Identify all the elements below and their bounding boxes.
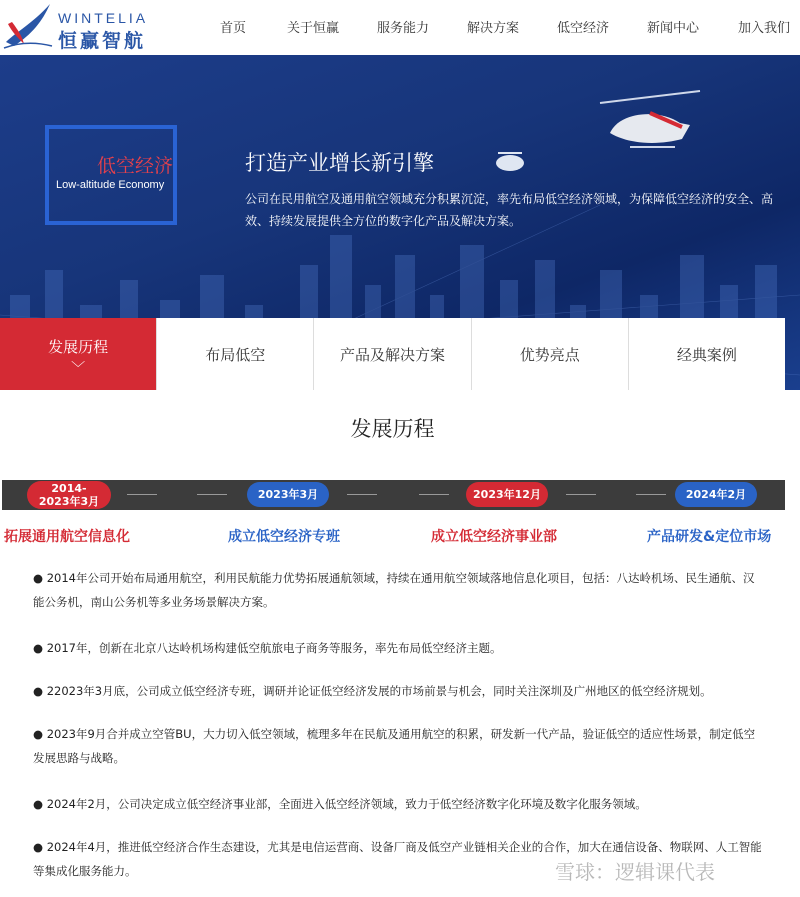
timeline-dash <box>419 494 449 495</box>
tab-history[interactable] <box>0 318 157 390</box>
nav-solutions[interactable]: 解决方案 <box>467 21 520 36</box>
site-header <box>0 0 800 55</box>
nav-home[interactable]: 首页 <box>220 21 247 36</box>
history-paragraph: ● 2014年公司开始布局通用航空，利用民航能力优势拓展通航领域，持续在通用航空领域落地信息化项目，包括：八达岭机场、民生通航、汉能公务机，南山公务机等多业务场景解决方案。 <box>33 571 755 609</box>
logo-chinese: 恒赢智航 <box>58 30 147 52</box>
logo-english: WINTELIA <box>58 10 149 26</box>
badge-subtitle: Low-altitude Economy <box>56 179 165 191</box>
nav-about[interactable]: 关于恒赢 <box>287 21 340 36</box>
timeline-dash <box>566 494 596 495</box>
timeline-dash <box>347 494 377 495</box>
history-paragraph: ● 22023年3月底，公司成立低空经济专班，调研并论证低空经济发展的市场前景与机会，同时关注深圳及广州地区的低空经济规划。 <box>33 684 712 698</box>
drone-icon <box>490 145 530 175</box>
watermark: 雪球：逻辑课代表 <box>555 860 715 884</box>
timeline-label: 产品研发&定位市场 <box>647 529 772 545</box>
nav-join-us[interactable]: 加入我们 <box>738 21 791 36</box>
timeline-bar <box>2 480 785 510</box>
tab-label: 优势亮点 <box>519 345 580 364</box>
history-paragraph: ● 2023年9月合并成立空管BU，大力切入低空领域，梳理多年在民航及通用航空的积累，研发新一代产品，验证低空的适应性场景，制定低空发展思路与战略。 <box>33 727 756 765</box>
timeline-date-2014: 2014- 2023年3月 <box>27 481 111 509</box>
tab-label: 发展历程 <box>48 338 109 356</box>
helicopter-icon <box>590 83 710 153</box>
nav-services[interactable]: 服务能力 <box>377 21 430 36</box>
tab-products[interactable] <box>314 318 471 390</box>
nav-news[interactable]: 新闻中心 <box>647 21 700 36</box>
main-nav <box>0 0 800 55</box>
history-paragraph: ● 2017年，创新在北京八达岭机场构建低空航旅电子商务等服务，率先布局低空经济主题。 <box>33 641 502 655</box>
hero-title: 打造产业增长新引擎 <box>245 151 434 175</box>
timeline-date-2023-03: 2023年3月 <box>247 482 329 507</box>
timeline-date-2024-02: 2024年2月 <box>675 482 757 507</box>
tab-label: 经典案例 <box>676 345 737 364</box>
section-title: 发展历程 <box>350 417 435 441</box>
section-tabs <box>0 318 785 390</box>
tab-label: 布局低空 <box>205 345 266 364</box>
timeline-dash <box>197 494 227 495</box>
history-paragraph: ● 2024年2月，公司决定成立低空经济事业部，全面进入低空经济领域，致力于低空经济数字化环境及数字化服务领域。 <box>33 797 647 811</box>
timeline-label: 成立低空经济专班 <box>228 529 340 545</box>
badge-title: 低空经济 <box>97 155 174 177</box>
hero-description: 公司在民用航空及通用航空领域充分积累沉淀，率先布局低空经济领域，为保障低空经济的安全、高效、持续发展提供全方位的数字化产品及解决方案。 <box>245 192 774 228</box>
timeline-label: 成立低空经济事业部 <box>431 529 557 545</box>
chevron-down-icon: ﹀ <box>71 361 86 377</box>
timeline-label: 拓展通用航空信息化 <box>4 529 130 545</box>
tab-advantages[interactable] <box>472 318 629 390</box>
tab-cases[interactable] <box>629 318 785 390</box>
tab-layout[interactable] <box>157 318 314 390</box>
timeline-dash <box>127 494 157 495</box>
timeline-date-2023-12: 2023年12月 <box>466 482 548 507</box>
history-paragraph: ● 2024年4月，推进低空经济合作生态建设，尤其是电信运营商、设备厂商及低空产业链相关企业的合作，加大在通信设备、物联网、人工智能等集成化服务能力。 <box>33 840 762 878</box>
section-badge <box>45 125 177 225</box>
tab-label: 产品及解决方案 <box>340 345 446 364</box>
nav-low-altitude[interactable]: 低空经济 <box>557 21 610 36</box>
timeline-dash <box>636 494 666 495</box>
